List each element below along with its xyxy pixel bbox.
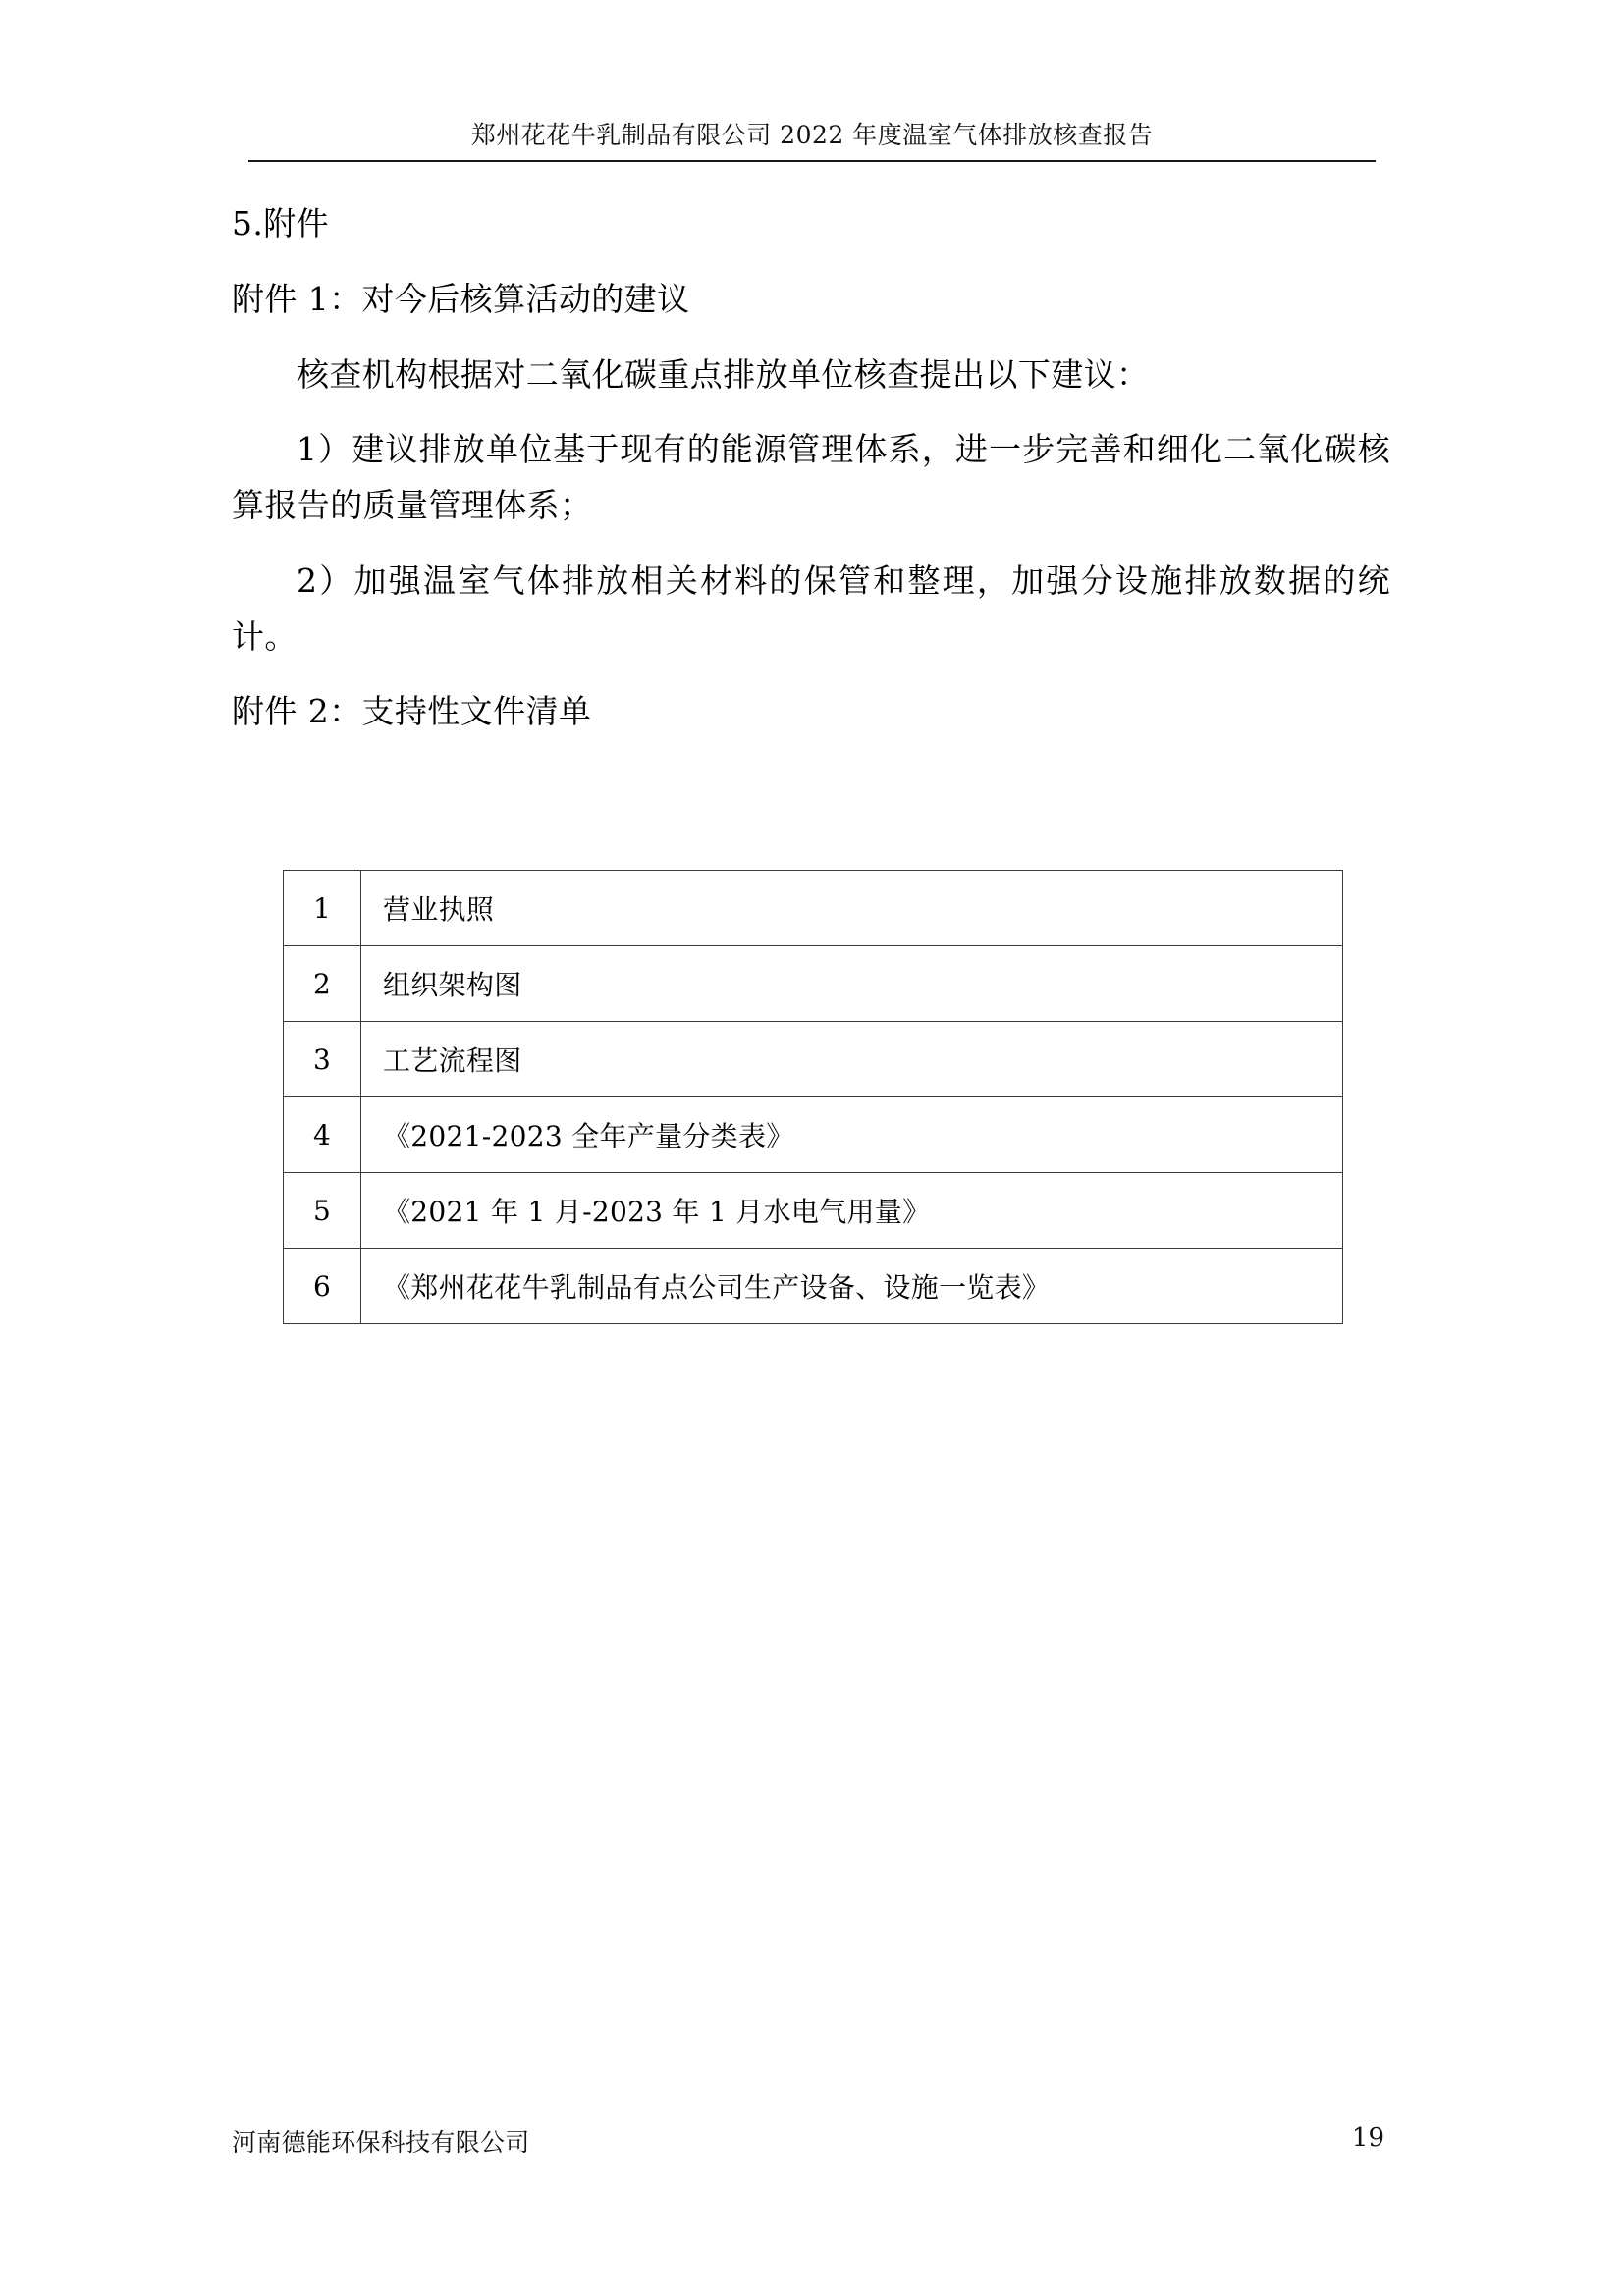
table-row xyxy=(284,1249,1343,1324)
table-row xyxy=(284,1097,1343,1173)
row-index: 4 xyxy=(284,1097,361,1173)
appendix1-heading: 附件 1：对今后核算活动的建议 xyxy=(232,279,690,318)
table-row xyxy=(284,871,1343,946)
table-row xyxy=(284,946,1343,1022)
row-index: 3 xyxy=(284,1022,361,1097)
footer-company: 河南德能环保科技有限公司 xyxy=(232,2128,530,2157)
header-title: 郑州花花牛乳制品有限公司 2022 年度温室气体排放核查报告 xyxy=(470,121,1154,149)
document-body xyxy=(232,196,1390,740)
table-row xyxy=(284,1022,1343,1097)
row-index: 5 xyxy=(284,1173,361,1249)
row-index: 6 xyxy=(284,1249,361,1324)
row-index: 2 xyxy=(284,946,361,1022)
appendix2-heading: 附件 2：支持性文件清单 xyxy=(232,692,592,731)
row-index: 1 xyxy=(284,871,361,946)
row-document-name: 工艺流程图 xyxy=(361,1022,1343,1097)
appendix1-item-1: 1）建议排放单位基于现有的能源管理体系，进一步完善和细化二氧化碳核算报告的质量管理体系； xyxy=(232,430,1390,524)
page-header xyxy=(248,116,1376,151)
table-row xyxy=(284,1173,1343,1249)
row-document-name: 《郑州花花牛乳制品有点公司生产设备、设施一览表》 xyxy=(361,1249,1343,1324)
supporting-documents-table xyxy=(283,870,1343,1324)
appendix1-intro: 核查机构根据对二氧化碳重点排放单位核查提出以下建议： xyxy=(297,354,1150,394)
row-document-name: 营业执照 xyxy=(361,871,1343,946)
row-document-name: 《2021-2023 全年产量分类表》 xyxy=(361,1097,1343,1173)
row-document-name: 组织架构图 xyxy=(361,946,1343,1022)
row-document-name: 《2021 年 1 月-2023 年 1 月水电气用量》 xyxy=(361,1173,1343,1249)
section-heading: 5.附件 xyxy=(232,204,330,242)
appendix1-item-2: 2）加强温室气体排放相关材料的保管和整理，加强分设施排放数据的统计。 xyxy=(232,561,1390,656)
footer-page-number: 19 xyxy=(1351,2123,1384,2153)
header-divider xyxy=(248,160,1376,162)
